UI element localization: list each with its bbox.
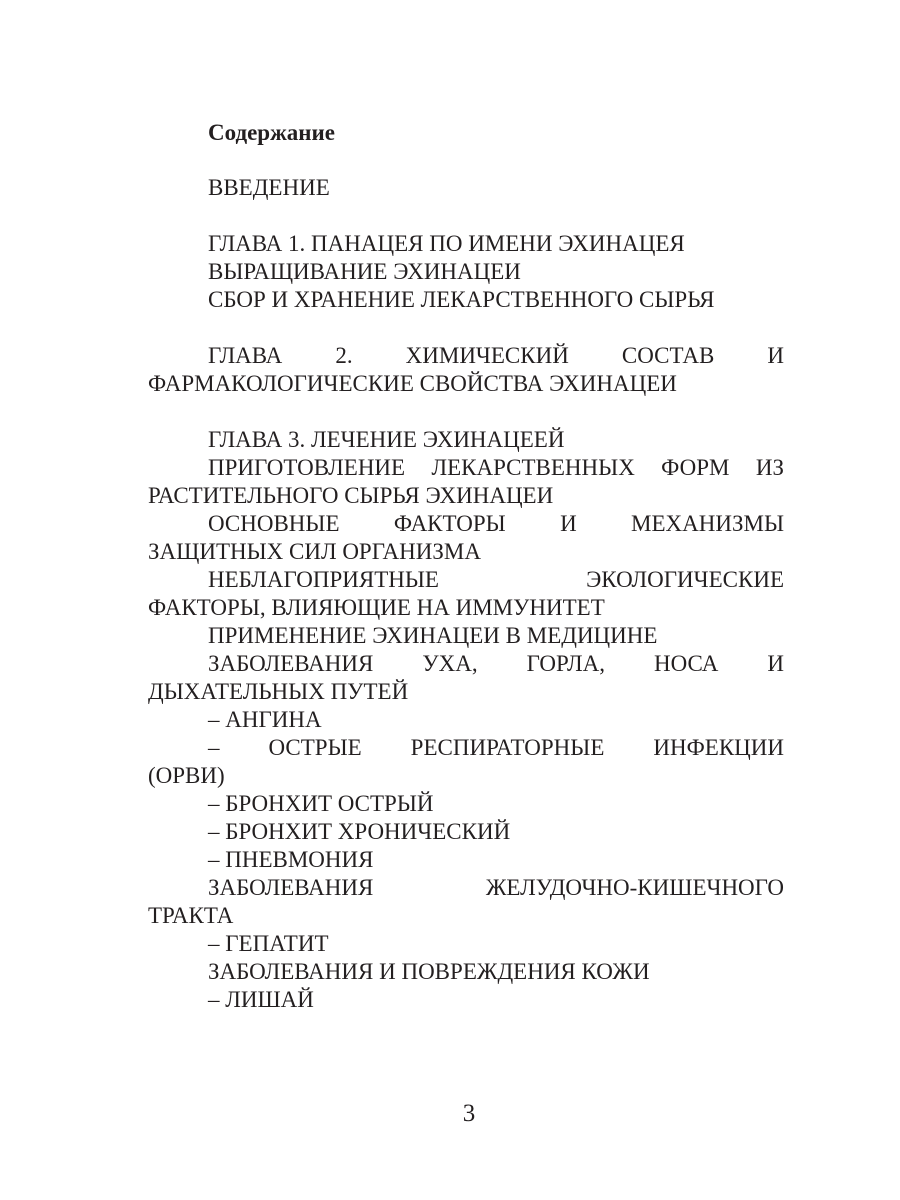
toc-entry-acute-bronchitis — [148, 790, 784, 818]
toc-entry-chapter-2 — [148, 342, 784, 398]
toc-line: ВЫРАЩИВАНИЕ ЭХИНАЦЕИ — [208, 259, 521, 284]
toc-entry-ent-diseases — [148, 650, 784, 706]
toc-line: – ЛИШАЙ — [208, 987, 314, 1012]
toc-line: ВВЕДЕНИЕ — [208, 175, 330, 200]
toc-entry-chronic-bronchitis — [148, 818, 784, 846]
toc-line: – БРОНХИТ ОСТРЫЙ — [208, 791, 434, 816]
toc-line: ЗАБОЛЕВАНИЯ И ПОВРЕЖДЕНИЯ КОЖИ — [208, 959, 650, 984]
toc-entry-cultivation — [148, 258, 784, 286]
toc-line: ЗАБОЛЕВАНИЯ ЖЕЛУДОЧНО-КИШЕЧНОГО — [208, 875, 784, 900]
toc-line-continued: (ОРВИ) — [148, 763, 225, 788]
toc-line: НЕБЛАГОПРИЯТНЫЕ ЭКОЛОГИЧЕСКИЕ — [208, 567, 784, 592]
toc-line: – БРОНХИТ ХРОНИЧЕСКИЙ — [208, 819, 511, 844]
toc-line: СБОР И ХРАНЕНИЕ ЛЕКАРСТВЕННОГО СЫРЬЯ — [208, 287, 715, 312]
toc-entry-angina — [148, 706, 784, 734]
toc-entry-defense-factors — [148, 510, 784, 566]
toc-line: – АНГИНА — [208, 707, 322, 732]
toc-line: ПРИМЕНЕНИЕ ЭХИНАЦЕИ В МЕДИЦИНЕ — [208, 623, 658, 648]
toc-entry-lichen — [148, 986, 784, 1014]
toc-line: ГЛАВА 1. ПАНАЦЕЯ ПО ИМЕНИ ЭХИНАЦЕЯ — [208, 231, 685, 256]
toc-line: – ПНЕВМОНИЯ — [208, 847, 374, 872]
contents-heading: Содержание — [208, 120, 335, 145]
toc-entry-chapter-3 — [148, 426, 784, 454]
toc-line-continued: ТРАКТА — [148, 903, 234, 928]
toc-line: – ОСТРЫЕ РЕСПИРАТОРНЫЕ ИНФЕКЦИИ — [208, 735, 784, 760]
toc-line-continued: ДЫХАТЕЛЬНЫХ ПУТЕЙ — [148, 679, 409, 704]
toc-entry-orvi — [148, 734, 784, 790]
toc-entry-pneumonia — [148, 846, 784, 874]
toc-line-continued: РАСТИТЕЛЬНОГО СЫРЬЯ ЭХИНАЦЕИ — [148, 483, 554, 508]
toc-line-continued: ФАКТОРЫ, ВЛИЯЮЩИЕ НА ИММУНИТЕТ — [148, 595, 605, 620]
toc-entry-harvest-storage — [148, 286, 784, 314]
toc-line: ГЛАВА 3. ЛЕЧЕНИЕ ЭХИНАЦЕЕЙ — [208, 427, 565, 452]
toc-entry-ecological-factors — [148, 566, 784, 622]
toc-line-continued: ЗАЩИТНЫХ СИЛ ОРГАНИЗМА — [148, 539, 481, 564]
toc-entry-dosage-forms — [148, 454, 784, 510]
toc-entry-gi-diseases — [148, 874, 784, 930]
toc-entry-hepatitis — [148, 930, 784, 958]
toc-line: ЗАБОЛЕВАНИЯ УХА, ГОРЛА, НОСА И — [208, 651, 784, 676]
toc-entry-medical-use — [148, 622, 784, 650]
toc-line-continued: ФАРМАКОЛОГИЧЕСКИЕ СВОЙСТВА ЭХИНАЦЕИ — [148, 371, 677, 396]
toc-line: ПРИГОТОВЛЕНИЕ ЛЕКАРСТВЕННЫХ ФОРМ ИЗ — [208, 455, 784, 480]
page-number: 3 — [462, 1100, 476, 1127]
toc-entry-skin-diseases — [148, 958, 784, 986]
toc-line: – ГЕПАТИТ — [208, 931, 329, 956]
toc-line: ГЛАВА 2. ХИМИЧЕСКИЙ СОСТАВ И — [208, 343, 784, 368]
toc-entry-chapter-1 — [148, 230, 784, 258]
toc-entry-introduction — [148, 174, 784, 202]
toc-line: ОСНОВНЫЕ ФАКТОРЫ И МЕХАНИЗМЫ — [208, 511, 784, 536]
